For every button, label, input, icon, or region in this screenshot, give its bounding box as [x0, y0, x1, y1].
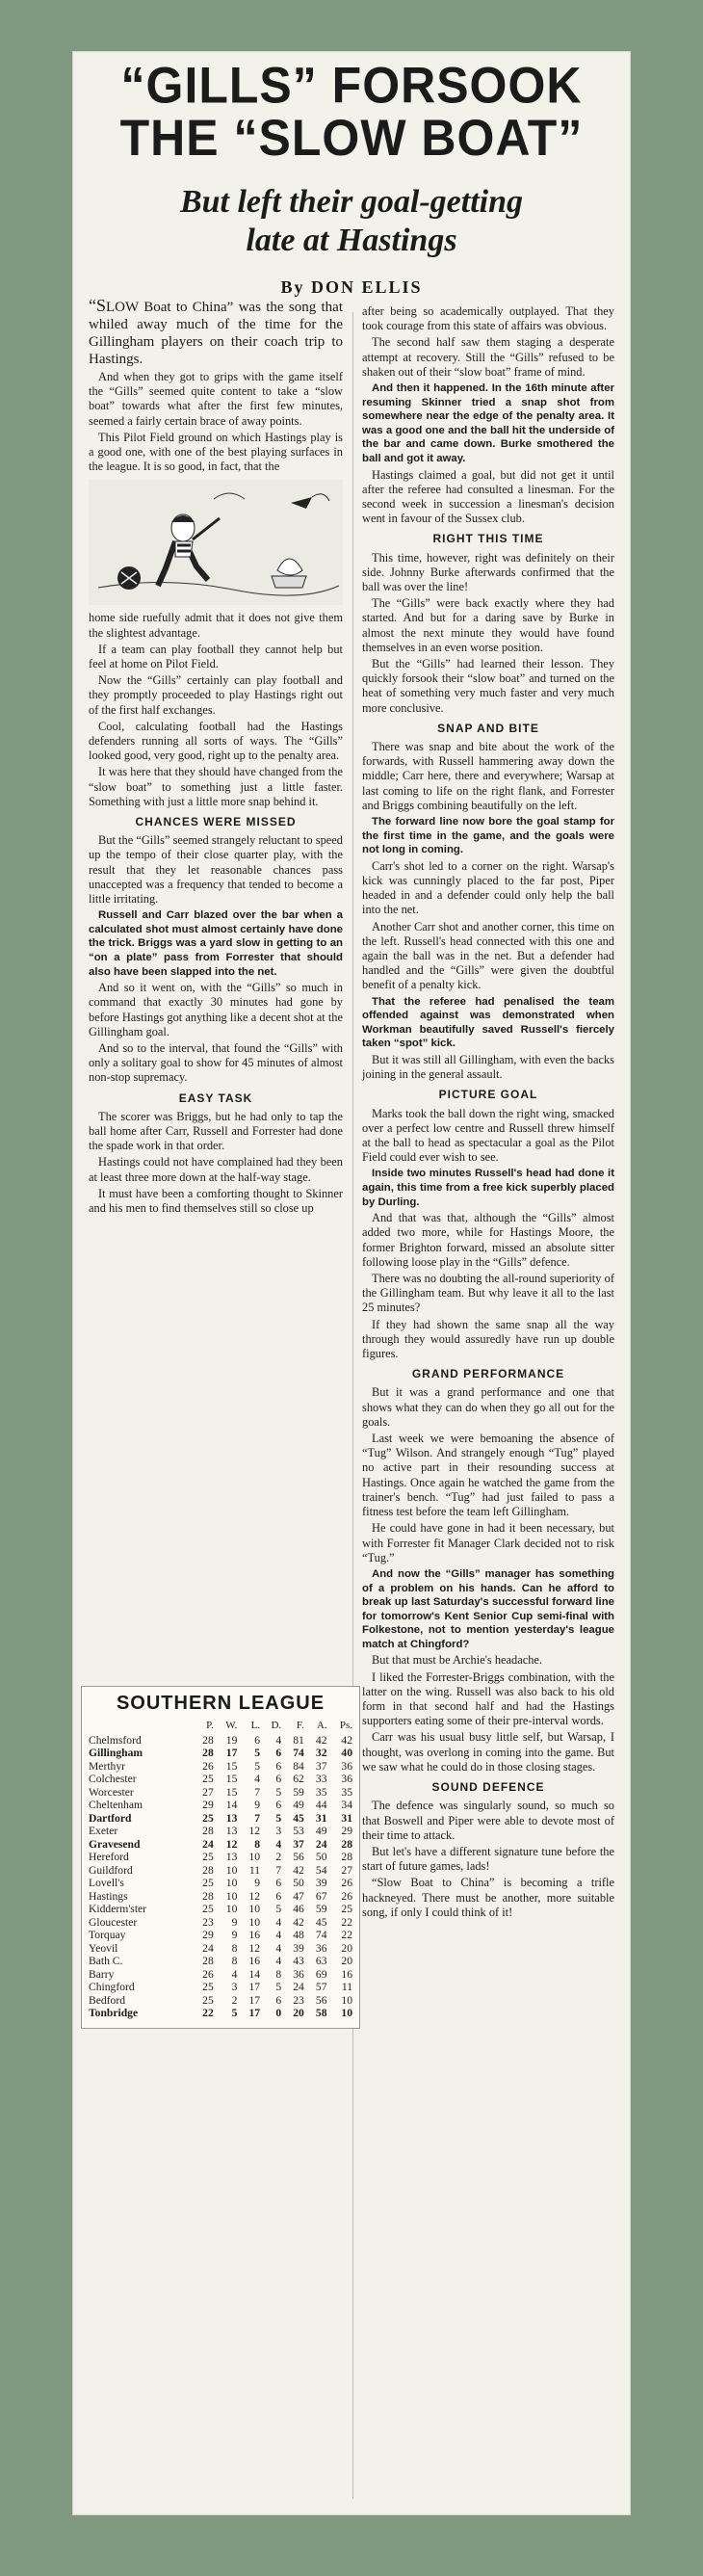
headline-line-2: THE “SLOW BOAT”: [119, 109, 584, 167]
paragraph: It must have been a comforting thought to Skinner and his men to find themselves still so close up: [89, 1186, 343, 1216]
stat-cell: 15: [225, 1785, 238, 1799]
stat-cell: 10: [225, 1903, 238, 1915]
stat-cell: 29: [202, 1799, 214, 1811]
paragraph: Marks took the ball down the right wing, smacked over a perfect low centre and Russell threw himself at the ball to head as spectacular a goal as the Pilot Field could ever wish to see.: [362, 1106, 614, 1165]
section-heading: SNAP AND BITE: [437, 721, 539, 735]
stat-cell: 4: [275, 1941, 282, 1955]
team-name: Bedford: [89, 1993, 125, 2007]
stat-cell: 8: [231, 1955, 238, 1967]
league-row: [88, 1734, 353, 1748]
stat-cell: 25: [341, 1903, 352, 1915]
league-row: [88, 1812, 353, 1826]
stat-cell: 23: [202, 1915, 214, 1929]
byline: By DON ELLIS: [280, 277, 423, 297]
article-column-right: [362, 304, 614, 1922]
paragraph: But the “Gills” seemed strangely reluctant to speed up the tempo of their close quarter play, with the result that they let reasonable chances pass unaccepted was a frequency that tended to become a little irritating.: [89, 833, 343, 907]
league-column-header: [88, 1719, 192, 1734]
paragraph: And that was that, although the “Gills” almost added two more, while for Hastings Moore, the former Brighton forward, missed an absolute sitter following loose play in the “Gills” defence.: [362, 1211, 614, 1269]
stat-cell: 74: [293, 1747, 304, 1759]
stat-cell: 5: [275, 1811, 282, 1825]
stat-cell: 25: [202, 1773, 214, 1785]
league-row: [88, 1773, 353, 1786]
stat-cell: 11: [248, 1863, 261, 1877]
stat-cell: 45: [315, 1915, 327, 1929]
stat-cell: 22: [341, 1915, 352, 1929]
paragraph: There was no doubting the all-round superiority of the Gillingham team. But why leave it all to the last 25 minutes?: [362, 1272, 614, 1315]
stat-cell: 12: [248, 1825, 261, 1837]
stat-cell: 31: [341, 1811, 352, 1825]
stat-cell: 42: [293, 1863, 304, 1877]
paragraph: Now the “Gills” certainly can play football and they promptly proceeded to play Hastings right out of the first half exchanges.: [89, 673, 343, 717]
league-row: [88, 1825, 353, 1838]
subheadline-line-2: late at Hastings: [246, 223, 457, 258]
stat-cell: 84: [293, 1759, 304, 1773]
team-name: Worcester: [89, 1785, 134, 1799]
stat-cell: 17: [248, 1993, 261, 2007]
stat-cell: 12: [248, 1889, 261, 1903]
stat-cell: 19: [225, 1733, 238, 1747]
stat-cell: 27: [202, 1785, 214, 1799]
league-row: [88, 1981, 353, 1994]
stat-cell: 35: [315, 1785, 327, 1799]
stat-cell: 25: [202, 1877, 214, 1889]
stat-cell: 10: [225, 1877, 238, 1889]
team-name: Exeter: [89, 1825, 118, 1837]
paragraph: Inside two minutes Russell's head had done it again, this time from a free kick superbly placed by Durling.: [362, 1168, 614, 1208]
stat-cell: 56: [293, 1851, 304, 1863]
team-name: Yeovil: [89, 1941, 118, 1955]
stat-cell: 6: [275, 1773, 282, 1785]
paragraph: The scorer was Briggs, but he had only to tap the ball home after Carr, Russell and Forrester had done the spade work in that order.: [89, 1109, 343, 1153]
paragraph: The defence was singularly sound, so much so that Boswell and Piper were able to devote most of their time to attack.: [362, 1799, 614, 1842]
stat-cell: 8: [275, 1967, 282, 1981]
stat-cell: 44: [315, 1799, 327, 1811]
paragraph: And so to the interval, that found the “Gills” with only a solitary goal to show for 45 minutes of almost non-stop supremacy.: [89, 1041, 343, 1085]
stat-cell: 58: [315, 2007, 327, 2019]
paragraph: Carr's shot led to a corner on the right. Warsap's kick was cunningly placed to the far post, Piper headed in and a defender could only help the ball into the net.: [362, 858, 614, 917]
paragraph: But let's have a different signature tune before the start of future games, lads!: [362, 1844, 614, 1874]
paragraph: But it was a grand performance and one that shows what they can do when they go all out for the goals.: [362, 1385, 614, 1429]
stat-cell: 39: [293, 1941, 304, 1955]
league-column-header: F.: [296, 1720, 304, 1731]
stat-cell: 49: [315, 1825, 327, 1837]
stat-cell: 14: [248, 1967, 261, 1981]
stat-cell: 28: [202, 1955, 214, 1967]
team-name: Bath C.: [89, 1955, 123, 1967]
stat-cell: 14: [225, 1799, 238, 1811]
stat-cell: 26: [202, 1759, 214, 1773]
stat-cell: 25: [202, 1903, 214, 1915]
team-name: Chingford: [89, 1981, 135, 1993]
stat-cell: 17: [248, 2007, 261, 2019]
stat-cell: 50: [315, 1851, 327, 1863]
stat-cell: 25: [202, 1851, 214, 1863]
stat-cell: 10: [248, 1903, 261, 1915]
league-row: [88, 1916, 353, 1930]
team-name: Gloucester: [89, 1915, 138, 1929]
stat-cell: 28: [341, 1851, 352, 1863]
league-row: [88, 1799, 353, 1812]
league-row: [88, 1929, 353, 1942]
stat-cell: 49: [293, 1799, 304, 1811]
paragraph: But the “Gills” had learned their lesson. They quickly forsook their “slow boat” and turned on the heat of something very much faster and very much more conclusive.: [362, 657, 614, 715]
paragraph: And now the “Gills” manager has something of a problem on his hands. Can he afford to break up last Saturday's successful forward line for tomorrow's Kent Senior Cup semi-final with Folkestone, not to mention yesterday's league match at Chingford?: [362, 1567, 614, 1650]
team-name: Chelmsford: [89, 1733, 142, 1747]
league-column-header: Ps.: [339, 1720, 352, 1731]
league-row: [88, 1786, 353, 1800]
stat-cell: 45: [293, 1811, 304, 1825]
stat-cell: 63: [315, 1955, 327, 1967]
stat-cell: 6: [275, 1889, 282, 1903]
stat-cell: 56: [315, 1993, 327, 2007]
stat-cell: 25: [202, 1811, 214, 1825]
paragraph: Russell and Carr blazed over the bar when a calculated shot must almost certainly have done the trick. Briggs was a yard slow in getting to an “on a plate” pass from Forrester that should also have been slapped into the net.: [89, 909, 343, 978]
stat-cell: 34: [341, 1799, 352, 1811]
stat-cell: 57: [315, 1981, 327, 1993]
paragraph: Last week we were bemoaning the absence of “Tug” Wilson. And strangely enough “Tug” played no active part in their resounding success at Hastings. Once again he watched the game from the trainer's bench. “Tug” had just failed to pass a fitness test before the team left Gillingham.: [362, 1432, 614, 1519]
stat-cell: 6: [254, 1733, 261, 1747]
stat-cell: 42: [315, 1733, 327, 1747]
stat-cell: 15: [225, 1773, 238, 1785]
paragraph: Hastings claimed a goal, but did not get it until after the referee had consulted a linesman. For the second week in succession a linesman's decision went in favour of the Sussex club.: [362, 467, 614, 526]
section-heading: SOUND DEFENCE: [431, 1780, 545, 1795]
paragraph: The “Gills” were back exactly where they had started. And but for a daring save by Burke in almost the next minute they would have found themselves in an even worse position.: [362, 596, 614, 654]
stat-cell: 27: [341, 1863, 352, 1877]
league-table: [81, 1686, 360, 2029]
team-name: Kidderm'ster: [89, 1903, 147, 1915]
stat-cell: 35: [341, 1785, 352, 1799]
paragraph: But that must be Archie's headache.: [372, 1653, 543, 1668]
paragraph: The second half saw them staging a desperate attempt at recovery. Still the “Gills” refused to be shaken out of their “slow boat” frame of mind.: [362, 335, 614, 379]
section-heading: RIGHT THIS TIME: [432, 532, 544, 546]
stat-cell: 5: [275, 1981, 282, 1993]
stat-cell: 42: [293, 1915, 304, 1929]
headline: [81, 57, 622, 167]
league-row: [88, 1838, 353, 1852]
stat-cell: 12: [225, 1837, 238, 1851]
paragraph: And so it went on, with the “Gills” so much in command that exactly 30 minutes had gone by before Hastings got anything like a decent shot at the Gillingham goal.: [89, 981, 343, 1038]
league-row: [88, 1747, 353, 1760]
stat-cell: 23: [293, 1993, 304, 2007]
paragraph: It was here that they should have changed from the “slow boat” to something just a little faster. Something with just a little more snap behind it.: [89, 765, 343, 808]
stat-cell: 20: [293, 2007, 304, 2019]
stat-cell: 37: [293, 1837, 304, 1851]
stat-cell: 6: [275, 1877, 282, 1889]
stat-cell: 10: [248, 1915, 261, 1929]
team-name: Cheltenham: [89, 1799, 143, 1811]
league-row: [88, 1968, 353, 1982]
stat-cell: 36: [315, 1941, 327, 1955]
stat-cell: 6: [275, 1747, 282, 1759]
paragraph: home side ruefully admit that it does not give them the slightest advantage.: [89, 611, 343, 640]
stat-cell: 25: [202, 1993, 214, 2007]
stat-cell: 4: [275, 1929, 282, 1941]
stat-cell: 74: [315, 1929, 327, 1941]
stat-cell: 26: [202, 1967, 214, 1981]
stat-cell: 17: [225, 1747, 238, 1759]
league-column-header: D.: [271, 1720, 282, 1731]
stat-cell: 24: [315, 1837, 327, 1851]
stat-cell: 5: [275, 1785, 282, 1799]
stat-cell: 16: [248, 1955, 261, 1967]
team-name: Colchester: [89, 1773, 137, 1785]
stat-cell: 3: [275, 1825, 282, 1837]
team-name: Gravesend: [89, 1837, 141, 1851]
stat-cell: 4: [275, 1733, 282, 1747]
stat-cell: 4: [254, 1773, 261, 1785]
paragraph: If a team can play football they cannot help but feel at home on Pilot Field.: [89, 642, 343, 671]
stat-cell: 67: [315, 1889, 327, 1903]
stat-cell: 37: [315, 1759, 327, 1773]
stat-cell: 7: [254, 1811, 261, 1825]
stat-cell: 16: [341, 1967, 352, 1981]
team-name: Dartford: [89, 1811, 132, 1825]
stat-cell: 29: [202, 1929, 214, 1941]
league-row: [88, 2007, 353, 2020]
paragraph: That the referee had penalised the team offended against was demonstrated when Workman beautifully saved Russell's fiercely taken “spot” kick.: [362, 995, 614, 1050]
stat-cell: 13: [225, 1811, 238, 1825]
stat-cell: 40: [341, 1747, 352, 1759]
stat-cell: 9: [254, 1877, 261, 1889]
paragraph: Cool, calculating football had the Hastings defenders running all sorts of ways. The “Gills” looked good, very good, right up to the penalty area.: [89, 719, 343, 763]
section-heading: EASY TASK: [178, 1091, 253, 1105]
paragraph: But it was still all Gillingham, with even the backs joining in the general assault.: [362, 1053, 614, 1082]
stat-cell: 4: [275, 1955, 282, 1967]
paragraph: I liked the Forrester-Briggs combination, with the latter on the wing. Russell was also back to his old form in that second half and had the Hastings supporters eating some of their pre-interval words.: [362, 1669, 614, 1728]
newspaper-clipping: [73, 52, 630, 2514]
stat-cell: 26: [341, 1889, 352, 1903]
stat-cell: 43: [293, 1955, 304, 1967]
stat-cell: 59: [293, 1785, 304, 1799]
stat-cell: 8: [254, 1837, 261, 1851]
league-row: [88, 1903, 353, 1916]
league-row: [88, 1877, 353, 1890]
league-standings: [88, 1719, 353, 2020]
stat-cell: 10: [225, 1863, 238, 1877]
stat-cell: 10: [341, 2007, 352, 2019]
stat-cell: 33: [315, 1773, 327, 1785]
paragraph: This time, however, right was definitely on their side. Johnny Burke afterwards confirmed that the ball was over the line!: [362, 550, 614, 593]
stat-cell: 16: [248, 1929, 261, 1941]
stat-cell: 53: [293, 1825, 304, 1837]
league-row: [88, 1864, 353, 1878]
stat-cell: 28: [341, 1837, 352, 1851]
league-row: [88, 1760, 353, 1774]
stat-cell: 48: [293, 1929, 304, 1941]
stat-cell: 7: [254, 1785, 261, 1799]
stat-cell: 5: [275, 1903, 282, 1915]
stat-cell: 54: [315, 1863, 327, 1877]
paragraph: “SLOW Boat to China” was the song that whiled away much of the time for the Gillingham players on their coach trip to Hastings.: [89, 296, 343, 367]
paragraph: Carr was his usual busy little self, but Warsap, I thought, was overlong in coming into the game. But we saw what he could do in those closing stages.: [362, 1730, 614, 1774]
team-name: Torquay: [89, 1929, 126, 1941]
stat-cell: 6: [275, 1993, 282, 2007]
subheadline: [73, 183, 630, 260]
league-row: [88, 1890, 353, 1904]
stat-cell: 10: [225, 1889, 238, 1903]
stat-cell: 12: [248, 1941, 261, 1955]
team-name: Tonbridge: [89, 2007, 139, 2019]
stat-cell: 22: [341, 1929, 352, 1941]
stat-cell: 28: [202, 1889, 214, 1903]
stat-cell: 29: [341, 1825, 352, 1837]
stat-cell: 46: [293, 1903, 304, 1915]
team-name: Hereford: [89, 1851, 129, 1863]
stat-cell: 50: [293, 1877, 304, 1889]
headline-line-1: “GILLS” FORSOOK: [120, 57, 583, 115]
stat-cell: 28: [202, 1747, 214, 1759]
paragraph: He could have gone in had it been necessary, but with Forrester fit Manager Clark decided not to risk “Tug.”: [362, 1521, 614, 1564]
stat-cell: 28: [202, 1863, 214, 1877]
stat-cell: 4: [275, 1837, 282, 1851]
stat-cell: 20: [341, 1955, 352, 1967]
stat-cell: 69: [315, 1967, 327, 1981]
stat-cell: 24: [293, 1981, 304, 1993]
stat-cell: 20: [341, 1941, 352, 1955]
stat-cell: 62: [293, 1773, 304, 1785]
stat-cell: 2: [275, 1851, 282, 1863]
stat-cell: 31: [315, 1811, 327, 1825]
section-heading: GRAND PERFORMANCE: [411, 1367, 565, 1381]
stat-cell: 5: [254, 1759, 261, 1773]
section-heading: CHANCES WERE MISSED: [135, 815, 297, 829]
stat-cell: 11: [341, 1981, 352, 1993]
paragraph: The forward line now bore the goal stamp for the first time in the game, and the goals were not long in coming.: [362, 816, 614, 856]
league-row: [88, 1942, 353, 1956]
stat-cell: 24: [202, 1941, 214, 1955]
stat-cell: 36: [341, 1773, 352, 1785]
paragraph: And then it happened. In the 16th minute after resuming Skinner tried a snap shot from somewhere near the edge of the penalty area. It was a good one and the ball hit the underside of the bar and came down. Burke smothered the ball and got it away.: [362, 382, 614, 464]
stat-cell: 9: [231, 1929, 238, 1941]
stat-cell: 5: [231, 2007, 238, 2019]
stat-cell: 25: [202, 1981, 214, 1993]
league-row: [88, 1994, 353, 2008]
stat-cell: 22: [202, 2007, 214, 2019]
stat-cell: 39: [315, 1877, 327, 1889]
league-column-header: W.: [225, 1720, 238, 1731]
stat-cell: 24: [202, 1837, 214, 1851]
stat-cell: 9: [254, 1799, 261, 1811]
stat-cell: 32: [315, 1747, 327, 1759]
stat-cell: 4: [275, 1915, 282, 1929]
league-row: [88, 1955, 353, 1968]
league-column-header: L.: [250, 1720, 261, 1731]
stat-cell: 10: [341, 1993, 352, 2007]
stat-cell: 8: [231, 1941, 238, 1955]
stat-cell: 6: [275, 1799, 282, 1811]
stat-cell: 4: [231, 1967, 238, 1981]
stat-cell: 13: [225, 1825, 238, 1837]
stat-cell: 10: [248, 1851, 261, 1863]
stat-cell: 59: [315, 1903, 327, 1915]
league-column-header: P.: [206, 1720, 214, 1731]
league-table-title: SOUTHERN LEAGUE: [116, 1693, 325, 1714]
stat-cell: 17: [248, 1981, 261, 1993]
team-name: Barry: [89, 1967, 115, 1981]
team-name: Guildford: [89, 1863, 133, 1877]
team-name: Gillingham: [89, 1747, 143, 1759]
article-column-left: [89, 297, 343, 1218]
cartoon-illustration: [89, 480, 343, 605]
stat-cell: 28: [202, 1733, 214, 1747]
stat-cell: 2: [231, 1993, 238, 2007]
stat-cell: 81: [293, 1733, 304, 1747]
stat-cell: 6: [275, 1759, 282, 1773]
stat-cell: 3: [231, 1981, 238, 1993]
stat-cell: 13: [225, 1851, 238, 1863]
paragraph: And when they got to grips with the game itself the “Gills” seemed quite content to take a “slow boat” towards what after the first few minutes, seemed a fairly certain brace of away points.: [89, 370, 343, 428]
paragraph: after being so academically outplayed. That they took courage from this state of affairs was obvious.: [362, 304, 614, 333]
stat-cell: 5: [254, 1747, 261, 1759]
paragraph: If they had shown the same snap all the way through they would assuredly have run up double figures.: [362, 1317, 614, 1361]
paragraph: Hastings could not have complained had they been at least three more down at the half-way stage.: [89, 1155, 343, 1184]
league-column-header: A.: [316, 1720, 327, 1731]
paragraph: Another Carr shot and another corner, this time on the left. Russell's head connected with this one and again the ball was in the net. But a defender had handled and the “Gills” were given the doubtful benefit of a penalty kick.: [362, 919, 614, 992]
paragraph: This Pilot Field ground on which Hastings play is a good one, with one of the best playing surfaces in the league. It is so good, in fact, that the: [89, 430, 343, 474]
stat-cell: 0: [275, 2007, 282, 2019]
team-name: Lovell's: [89, 1877, 124, 1889]
team-name: Merthyr: [89, 1759, 125, 1773]
stat-cell: 42: [341, 1733, 352, 1747]
stat-cell: 7: [275, 1863, 282, 1877]
stat-cell: 9: [231, 1915, 238, 1929]
paragraph: “Slow Boat to China” is becoming a trifle hackneyed. There must be another, more suitable song, if only I could think of it!: [362, 1876, 614, 1919]
stat-cell: 47: [293, 1889, 304, 1903]
column-divider: [352, 312, 353, 2499]
paragraph: There was snap and bite about the work of the forwards, with Russell hammering away down the middle; Carr here, there and everywhere; Warsap at last coming to life on the right flank, and Forrester and Briggs combining beautifully on the left.: [362, 740, 614, 812]
stat-cell: 28: [202, 1825, 214, 1837]
league-row: [88, 1851, 353, 1864]
stat-cell: 26: [341, 1877, 352, 1889]
section-heading: PICTURE GOAL: [438, 1088, 538, 1102]
stat-cell: 15: [225, 1759, 238, 1773]
stat-cell: 36: [341, 1759, 352, 1773]
subheadline-line-1: But left their goal-getting: [179, 184, 524, 220]
stat-cell: 36: [293, 1967, 304, 1981]
team-name: Hastings: [89, 1889, 128, 1903]
